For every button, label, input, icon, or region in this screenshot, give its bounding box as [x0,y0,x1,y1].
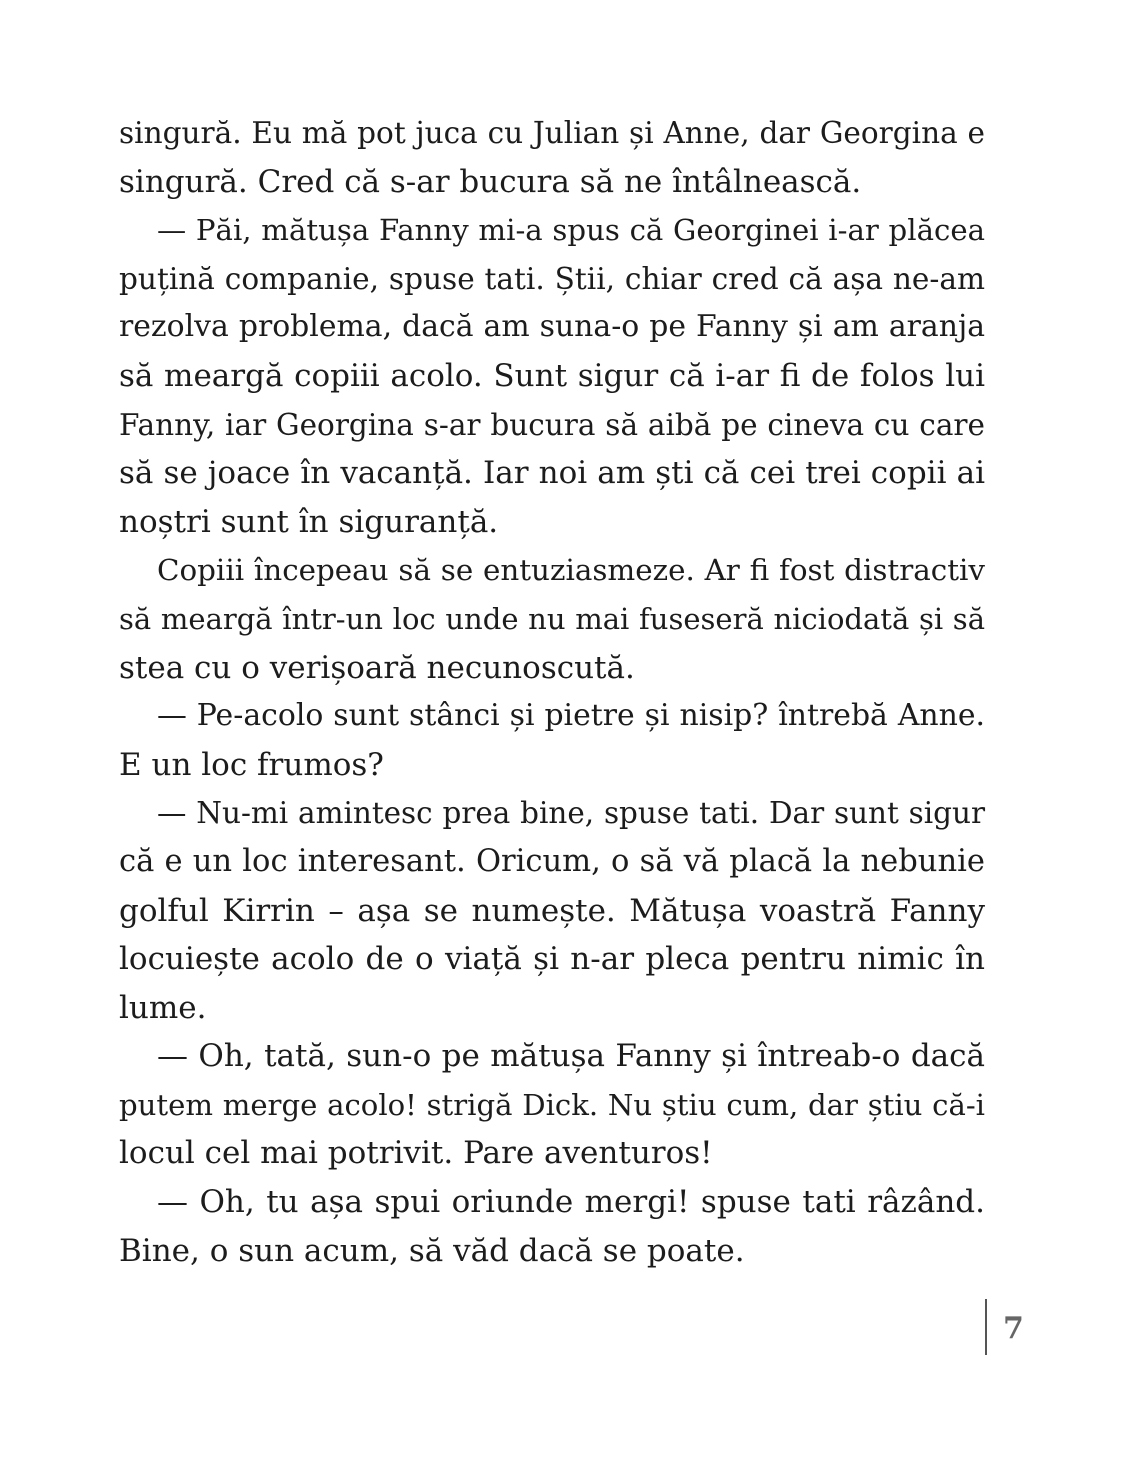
text-line: — Nu-mi amintesc prea bine, spuse tati. Dar sunt sigur [157,796,985,831]
text-line: lume. [119,989,207,1026]
page-number-divider [985,1299,987,1355]
text-line: stea cu o verișoară necunoscută. [119,649,635,686]
text-line: — Oh, tată, sun-o pe mătușa Fanny și întreab-o dacă [157,1038,985,1075]
text-line: puțină companie, spuse tati. Știi, chiar cred că așa ne-am [119,261,985,296]
text-line: noștri sunt în siguranță. [119,503,499,540]
text-line: — Pe-acolo sunt stânci și pietre și nisip? întrebă Anne. [157,698,985,734]
text-line: E un loc frumos? [119,746,384,783]
text-line: singură. Eu mă pot juca cu Julian și Anne, dar Georgina e [119,116,985,150]
page-number: 7 [1003,1311,1024,1346]
page-body-text [119,109,985,1275]
text-line: Copiii începeau să se entuziasmeze. Ar fi fost distractiv [157,553,985,588]
text-line: Bine, o sun acum, să văd dacă se poate. [119,1232,745,1269]
text-line: să meargă într-un loc unde nu mai fuseseră niciodată și să [119,601,985,636]
text-line: putem merge acolo! strigă Dick. Nu știu cum, dar știu că-i [119,1087,985,1122]
text-line: singură. Cred că s-ar bucura să ne întâlnească. [119,163,862,200]
text-line: Fanny, iar Georgina s-ar bucura să aibă pe cineva cu care [119,407,985,442]
text-line: să se joace în vacanță. Iar noi am ști că cei trei copii ai [119,455,985,492]
text-line: că e un loc interesant. Oricum, o să vă placă la nebunie [119,843,985,879]
text-line: locul cel mai potrivit. Pare aventuros! [119,1135,713,1172]
text-line: — Oh, tu așa spui oriunde mergi! spuse tati râzând. [157,1184,985,1221]
text-line: — Păi, mătușa Fanny mi-a spus că Georginei i-ar plăcea [157,213,985,248]
text-line: golful Kirrin – așa se numește. Mătușa voastră Fanny [119,892,985,929]
text-line: rezolva problema, dacă am suna-o pe Fanny și am aranja [119,309,985,345]
text-line: să meargă copiii acolo. Sunt sigur că i-ar fi de folos lui [119,357,985,394]
text-line: locuiește acolo de o viață și n-ar pleca pentru nimic în [119,941,985,978]
